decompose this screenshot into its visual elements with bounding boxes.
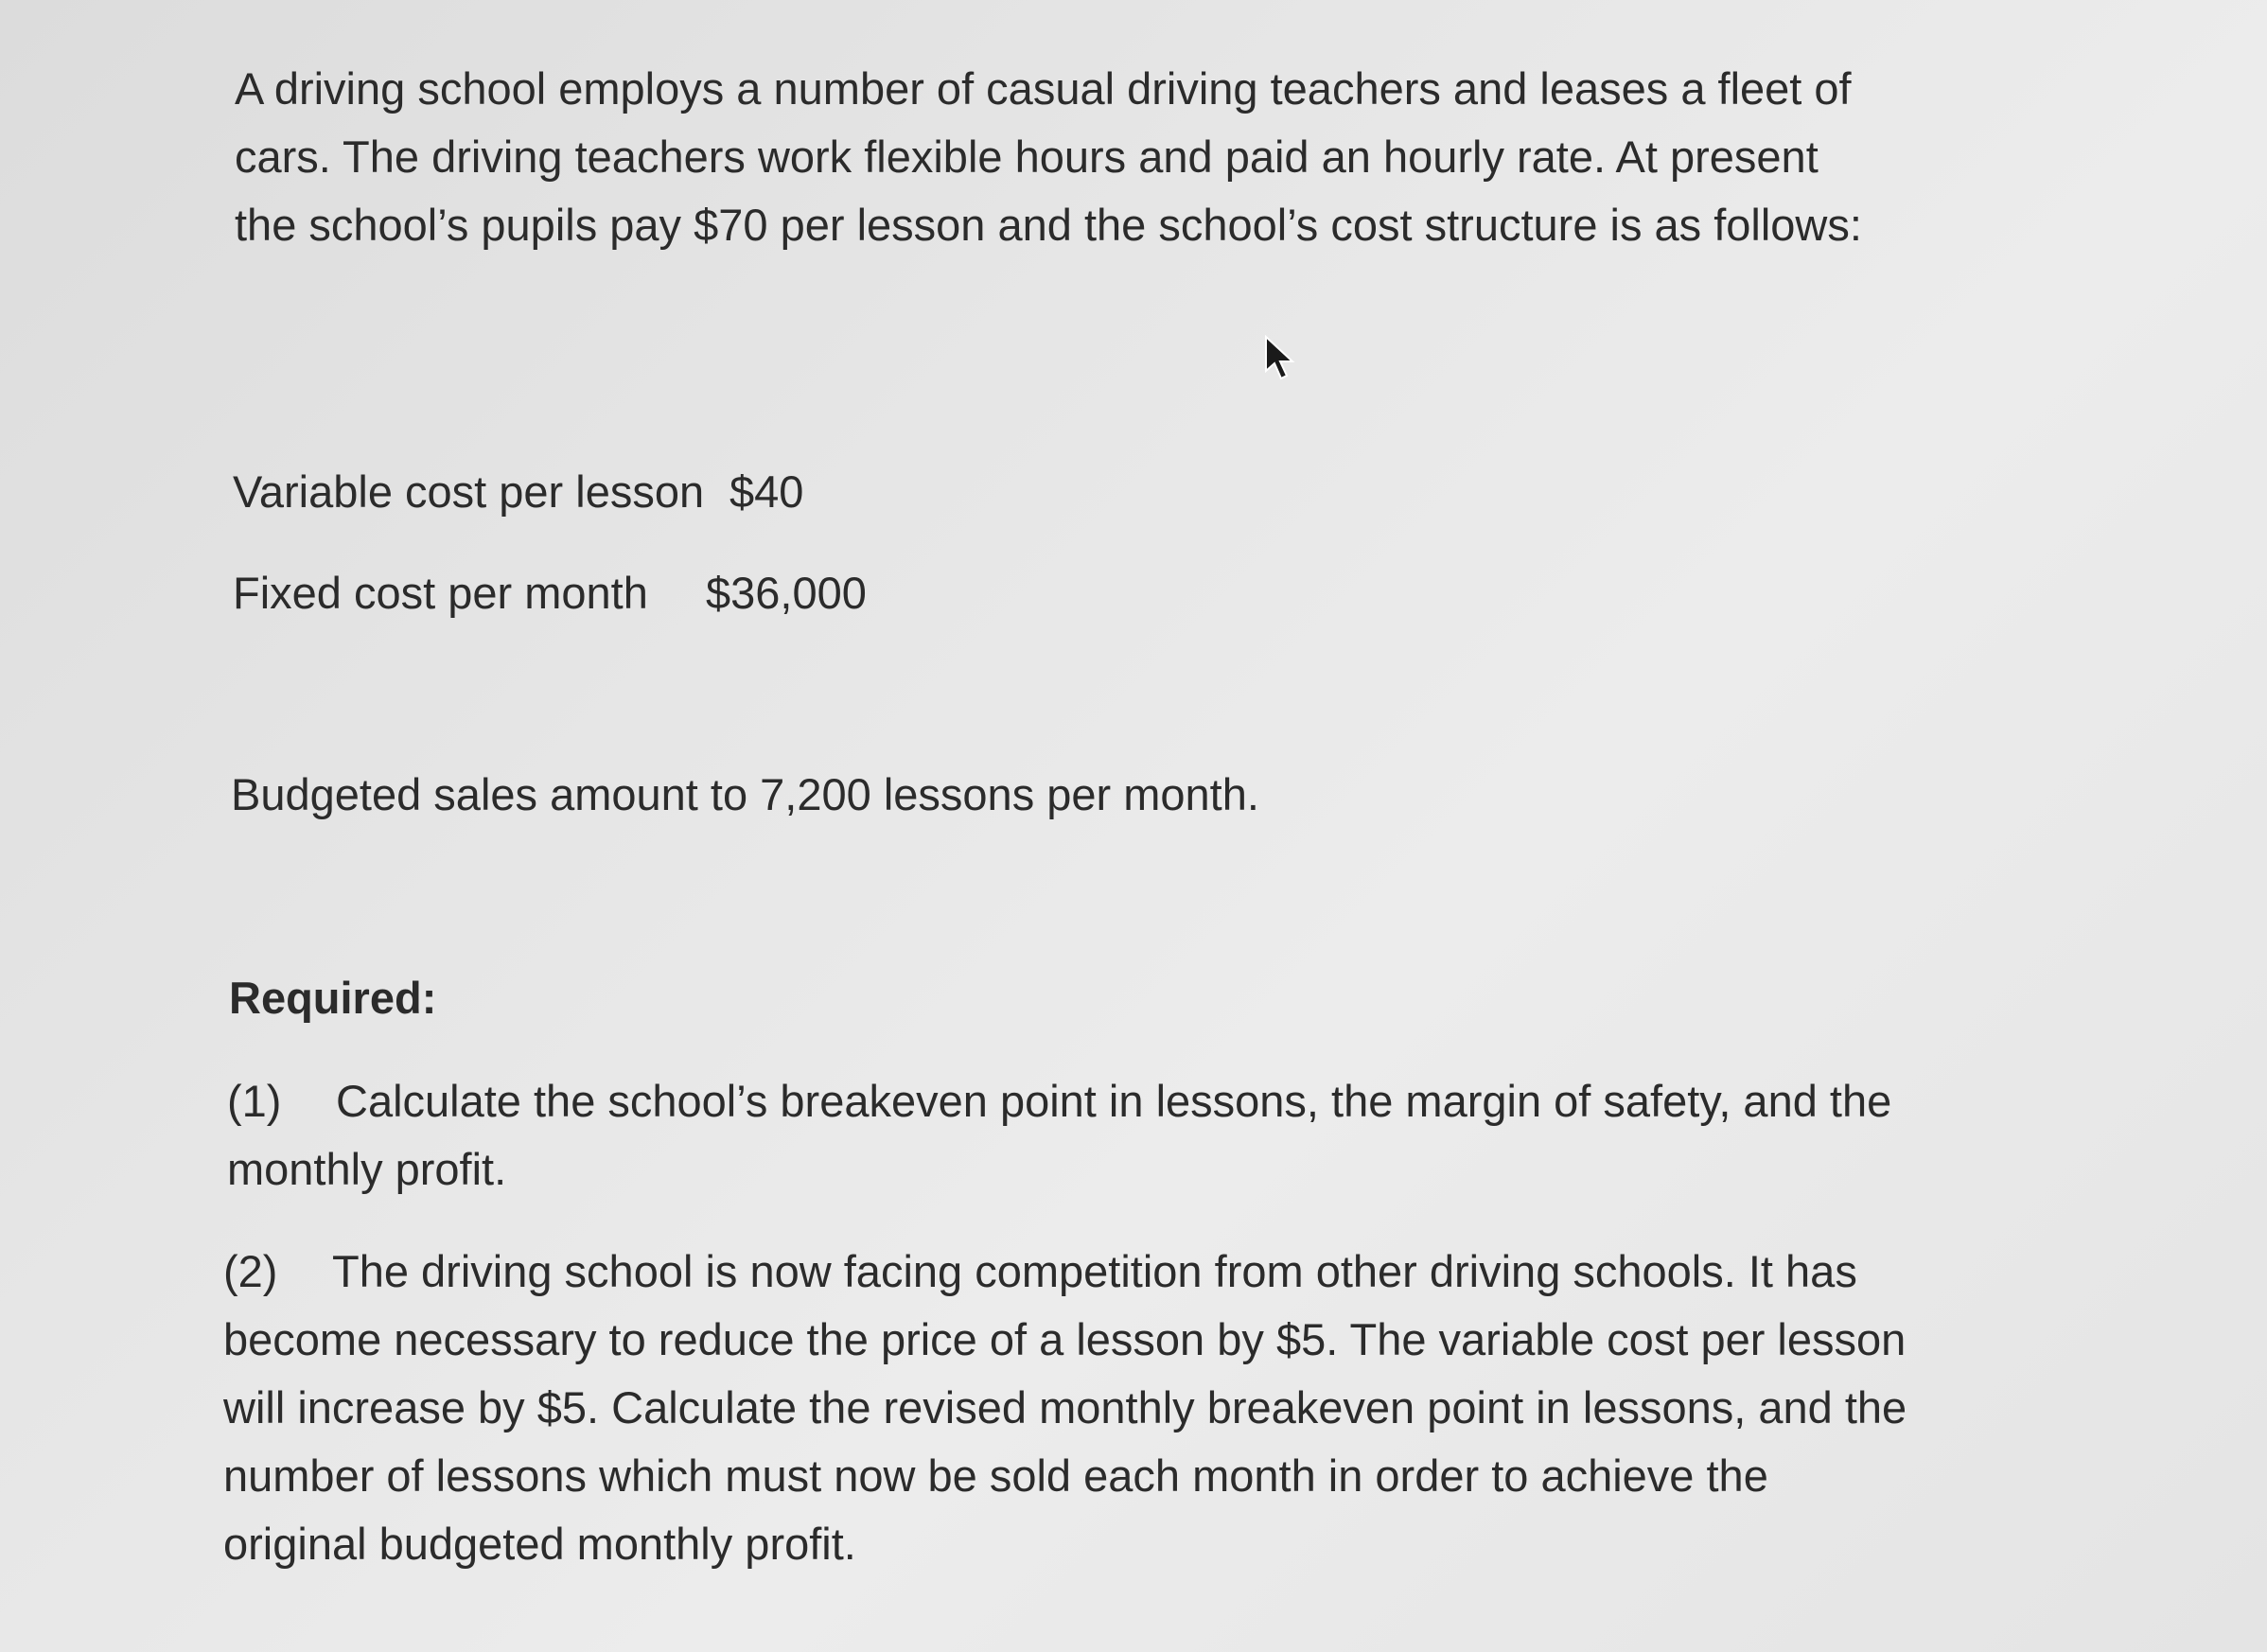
variable-cost-value: $40: [729, 466, 804, 517]
question-1-text: Calculate the school’s breakeven point in lessons, the margin of safety, and the monthly profit.: [227, 1076, 1892, 1194]
variable-cost-line: [233, 464, 803, 520]
question-1: [227, 1067, 1892, 1204]
variable-cost-label: Variable cost per lesson: [233, 466, 705, 517]
question-2-number: (2): [223, 1246, 278, 1296]
fixed-cost-line: [233, 565, 867, 622]
intro-paragraph: A driving school employs a number of casual driving teachers and leases a fleet of cars. The driving teachers work flexible hours and paid an hourly rate. At present the school’s pupils pay $70 per lesson and the school’s cost structure is as follows:: [235, 63, 1862, 250]
question-2: [223, 1238, 1907, 1578]
required-heading: Required:: [229, 973, 437, 1023]
fixed-cost-label: Fixed cost per month: [233, 568, 648, 618]
budget-statement: Budgeted sales amount to 7,200 lessons per month.: [231, 769, 1259, 819]
question-2-text: The driving school is now facing competition from other driving schools. It has become necessary to reduce the price of a lesson by $5. The variable cost per lesson will increase by $5. Calculate the revised monthly breakeven point in lessons, and the number of lessons which must now be sold each month in order to achieve the original budgeted monthly profit.: [223, 1246, 1907, 1569]
fixed-cost-value: $36,000: [706, 568, 867, 618]
mouse-pointer-icon: [1264, 335, 1296, 382]
question-1-number: (1): [227, 1076, 282, 1126]
